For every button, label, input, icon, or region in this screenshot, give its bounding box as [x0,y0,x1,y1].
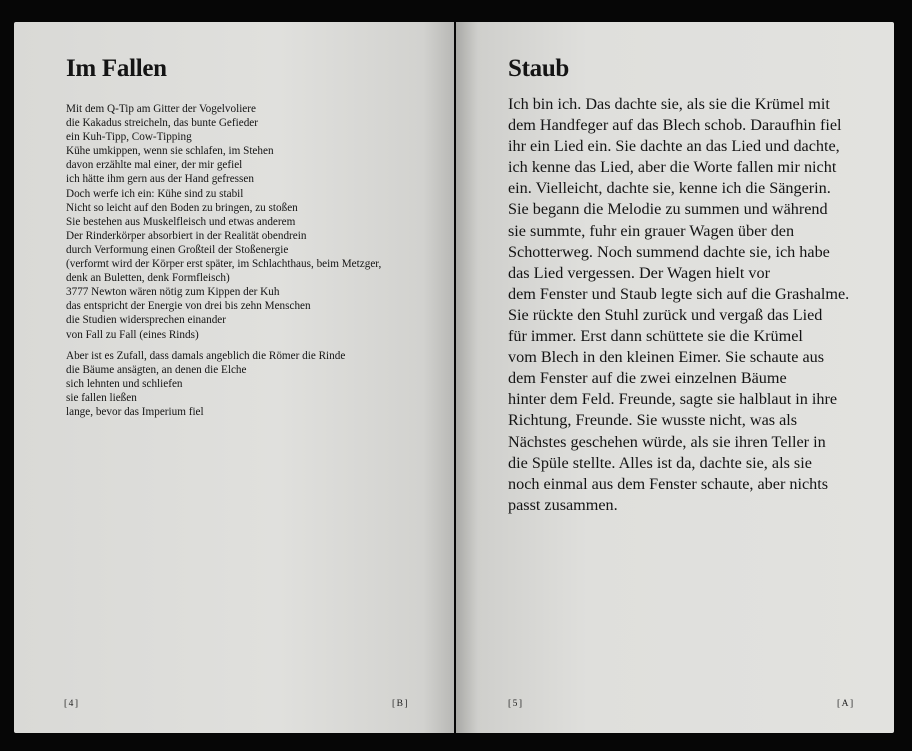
poem-title: Im Fallen [66,55,167,82]
poem-line: Der Rinderkörper absorbiert in der Realität obendrein [66,229,307,242]
poem-line: die Bäume ansägten, an denen die Elche [66,363,247,376]
poem-stanza-1 [66,102,446,342]
poem-line: (verformt wird der Körper erst später, im Schlachthaus, beim Metzger, [66,258,382,271]
prose-line: passt zusammen. [508,495,618,514]
prose-line: Sie rückte den Stuhl zurück und vergaß das Lied [508,305,823,324]
poem-line: Doch werfe ich ein: Kühe sind zu stabil [66,187,244,200]
poem-line: Nicht so leicht auf den Boden zu bringen, zu stoßen [66,201,298,214]
prose-line: hinter dem Feld. Freunde, sagte sie halblaut in ihre [508,390,838,409]
prose-line: das Lied vergessen. Der Wagen hielt vor [508,263,770,282]
poem-line: Mit dem Q-Tip am Gitter der Vogelvoliere [66,103,256,115]
section-mark: [A] [837,699,855,709]
poem-line: sie fallen ließen [66,391,137,404]
right-page [456,22,894,733]
prose-line: Richtung, Freunde. Sie wusste nicht, was als [508,411,798,430]
poem-line: Aber ist es Zufall, dass damals angeblich die Römer die Rinde [66,349,346,362]
poem-line: sich lehnten und schliefen [66,377,183,390]
poem-line: Sie bestehen aus Muskelfleisch und etwas anderem [66,215,296,228]
poem-line: lange, bevor das Imperium fiel [66,405,204,418]
story-body [508,94,874,516]
prose-line: ihr ein Lied ein. Sie dachte an das Lied und dachte, [508,137,840,156]
poem-line: durch Verformung einen Großteil der Stoßenergie [66,243,289,256]
poem-line: 3777 Newton wären nötig zum Kippen der Kuh [66,286,280,299]
poem-line: von Fall zu Fall (eines Rinds) [66,328,199,341]
poem-line: Kühe umkippen, wenn sie schlafen, im Stehen [66,145,274,158]
poem-line: davon erzählte mal einer, der mir gefiel [66,159,243,172]
story-title: Staub [508,55,570,82]
prose-line: dem Handfeger auf das Blech schob. Daraufhin fiel [508,116,842,135]
poem-line: denk an Buletten, denk Formfleisch) [66,272,230,285]
prose-line: dem Fenster auf die zwei einzelnen Bäume [508,369,787,388]
prose-line: für immer. Erst dann schüttete sie die Krümel [508,327,803,346]
prose-line: ich kenne das Lied, aber die Worte fallen mir nicht [508,158,837,177]
page-number: [4] [64,699,80,709]
poem-line: ich hätte ihm gern aus der Hand gefressen [66,173,254,186]
prose-line: Schotterweg. Noch summend dachte sie, ich habe [508,242,830,261]
prose-line: die Spüle stellte. Alles ist da, dachte sie, als sie [508,453,812,472]
prose-line: ein. Vielleicht, dachte sie, kenne ich die Sängerin. [508,179,831,198]
prose-line: Nächstes geschehen würde, als sie ihren Teller in [508,432,826,451]
left-page [14,22,454,733]
prose-line: Ich bin ich. Das dachte sie, als sie die Krümel mit [508,95,830,113]
prose-line: vom Blech in den kleinen Eimer. Sie schaute aus [508,348,825,367]
poem-line: die Studien widersprechen einander [66,314,226,327]
prose-line: noch einmal aus dem Fenster schaute, aber nichts [508,474,829,493]
poem-line: ein Kuh-Tipp, Cow-Tipping [66,131,192,144]
poem-line: die Kakadus streicheln, das bunte Gefieder [66,117,258,130]
poem-body [66,102,446,426]
poem-stanza-2 [66,349,446,419]
prose-line: sie summte, fuhr ein grauer Wagen über den [508,221,795,240]
section-mark: [B] [392,699,410,709]
page-number: [5] [508,699,524,709]
prose-line: Sie begann die Melodie zu summen und während [508,200,828,219]
poem-line: das entspricht der Energie von drei bis zehn Menschen [66,300,311,313]
prose-line: dem Fenster und Staub legte sich auf die Grashalme. [508,284,850,303]
